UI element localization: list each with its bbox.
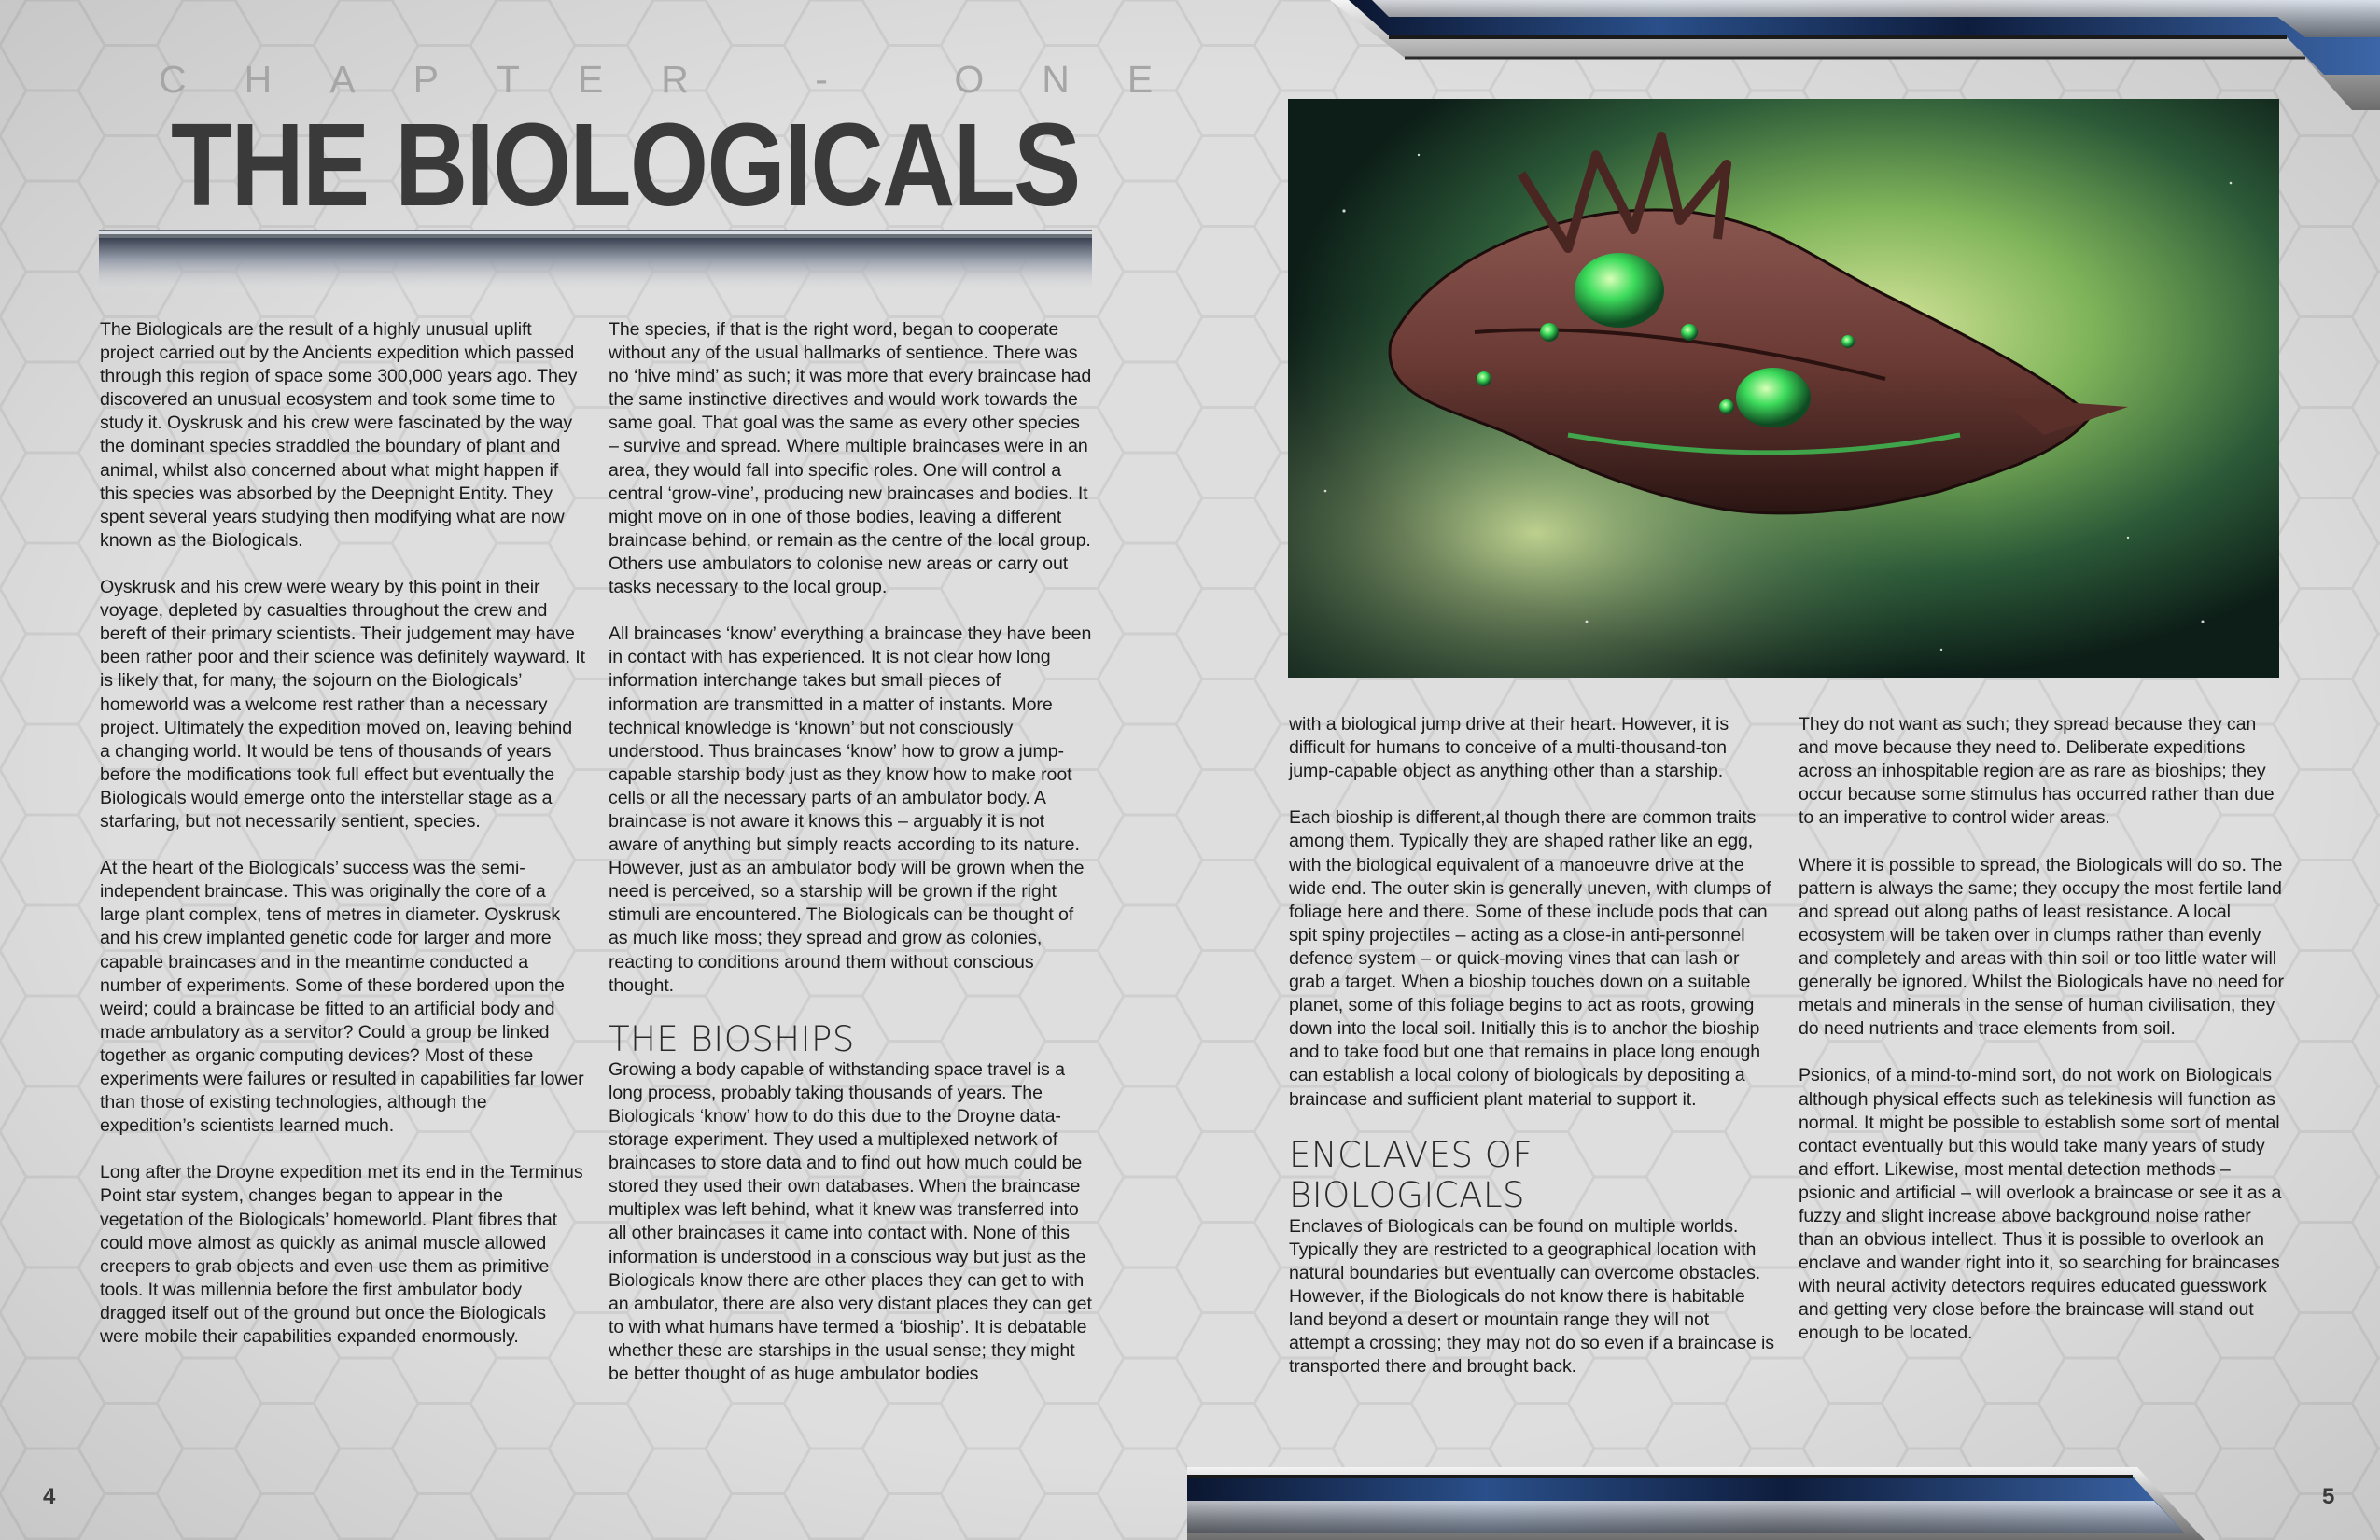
- paragraph: At the heart of the Biologicals’ success was the semi-independent braincase. This was originally the core of a large plant complex, tens of metres in diameter. Oyskrusk and his crew implanted genetic code for larger and more capable braincases and in the meantime conducted a number of experiments. Some of these bordered upon the weird; could a braincase be fitted to an artificial body and made ambulatory as a servitor? Could a group be linked together as organic computing devices? Most of these experiments were failures or resulted in capabilities far lower than those of existing technologies, although the expedition’s scientists learned much.: [100, 858, 584, 1137]
- page-number-left: 4: [43, 1484, 56, 1509]
- text-column-4: [1799, 713, 2284, 1346]
- paragraph: The Biologicals are the result of a highly unusual uplift project carried out by the Ancients expedition which passed through this region of space some 300,000 years ago. They discovered an unusual ecosystem and took some time to study it. Oyskrusk and his crew were fascinated by the way the dominant species straddled the boundary of plant and animal, whilst also concerned about what might happen if this species was absorbed by the Deepnight Entity. They spent several years studying then modifying what are now known as the Biologicals.: [100, 319, 578, 551]
- paragraph: Each bioship is different,al though there are common traits among them. Typically they are shaped rather like an egg, with the biological equivalent of a manoeuvre drive at the wide end. The outer skin is generally uneven, with clumps of foliage here and there. Some of these include pods that can spit spiny projectiles – acting as a close-in anti-personnel defence system – or quick-moving vines that can lash or grab a target. When a bioship touches down on a suitable planet, some of this foliage begins to act as roots, growing down into the local soil. Initially this is to anchor the bioship and to take food but one that remains in place long enough can establish a local colony of biologicals by depositing a braincase and sufficient plant material to support it.: [1289, 807, 1771, 1110]
- paragraph: Oyskrusk and his crew were weary by this point in their voyage, depleted by casualties throughout the crew and bereft of their primary scientists. Their judgement may have been rather poor and their science was definitely wayward. It is likely that, for many, the sojourn on the Biologicals’ homeworld was a welcome rest rather than a necessary project. Ultimately the expedition moved on, leaving behind a changing world. It would be tens of thousands of years before the modifications took full effect but eventually the Biologicals would emerge onto the interstellar stage as a starfaring, but not necessarily sentient, species.: [100, 577, 585, 832]
- text-column-3: [1289, 713, 1774, 1379]
- paragraph: Enclaves of Biologicals can be found on multiple worlds. Typically they are restricted to a geographical location with natural boundaries but eventually can overcome obstacles. However, if the Biologicals do not know there is habitable land beyond a desert or mountain range they will not attempt a crossing; they may not do so even if a braincase is transported there and brought back.: [1289, 1215, 1774, 1378]
- paragraph: The species, if that is the right word, began to cooperate without any of the usual hallmarks of sentience. There was no ‘hive mind’ as such; it was more that every braincase had the same instinctive directives and would work towards the same goal. That goal was the same as every other species – survive and spread. Where multiple braincases were in an area, they would fall into specific roles. One will control a central ‘grow-vine’, producing new braincases and bodies. It might move on in one of those bodies, leaving a different braincase behind, or remain as the centre of the local group. Others use ambulators to colonise new areas or carry out tasks necessary to the local group.: [609, 319, 1092, 598]
- paragraph: Long after the Droyne expedition met its end in the Terminus Point star system, changes began to appear in the vegetation of the Biologicals’ homeworld. Plant fibres that could move almost as quickly as animal muscle allowed creepers to grab objects and even use them as primitive tools. It was millennia before the first ambulator body dragged itself out of the ground but once the Biologicals were mobile their capabilities expanded enormously.: [100, 1162, 583, 1348]
- paragraph: They do not want as such; they spread because they can and move because they need to. Deliberate expeditions across an inhospitable region are as rare as bioships; they occur because some stimulus has occurred rather than due to an imperative to control wider areas.: [1799, 714, 2275, 829]
- page-number-right: 5: [2322, 1484, 2335, 1509]
- page-title: THE BIOLOGICALS: [171, 99, 1080, 231]
- paragraph: Where it is possible to spread, the Biologicals will do so. The pattern is always the same; they occupy the most fertile land and spread out along paths of least resistance. A local ecosystem will be taken over in clumps rather than evenly and completely and areas with thin soil or too little water will generally be ignored. Whilst the Biologicals have no need for metals and minerals in the sense of human civilisation, they do need nutrients and trace elements from soil.: [1799, 854, 2284, 1040]
- section-title-enclaves: ENCLAVES OF BIOLOGICALS: [1289, 1134, 1533, 1215]
- title-rule: [99, 230, 1092, 294]
- paragraph: All braincases ‘know’ everything a braincase they have been in contact with has experienced. It is not clear how long information interchange takes but small pieces of information are transmitted in a matter of instants. More technical knowledge is ‘known’ but not consciously understood. Thus braincases ‘know’ how to grow a jump-capable starship body just as they know how to make root cells or all the necessary parts of an ambulator body. A braincase is not aware it knows this – arguably it is not aware of anything but simply reacts according to its nature. However, just as an ambulator body will be grown when the need is perceived, so a starship will be grown if the right stimuli are encountered. The Biologicals can be thought of as much like moss; they spread and grow as colonies, reacting to conditions around them without conscious thought.: [609, 623, 1092, 996]
- bioship-illustration: [1288, 99, 2279, 678]
- paragraph: Psionics, of a mind-to-mind sort, do not work on Biologicals although physical effects such as telekinesis will function as normal. It might be possible to establish some sort of mental contact eventually but this would take many years of study and effort. Likewise, most mental detection methods – psionic and artificial – will overlook a braincase or see it as a fuzzy and slight increase above background noise rather than an obvious intellect. Thus it is possible to overlook an enclave and wander right into it, so searching for braincases with neural activity detectors requires educated guesswork and getting very close before the braincase will stand out enough to be located.: [1799, 1065, 2282, 1344]
- paragraph: with a biological jump drive at their heart. However, it is difficult for humans to conceive of a multi-thousand-ton jump-capable object as anything other than a starship.: [1289, 714, 1729, 782]
- bottom-metal-frame: [1187, 1467, 2205, 1540]
- section-title-bioships: THE BIOSHIPS: [609, 1018, 855, 1059]
- text-column-1: [100, 318, 585, 1349]
- chapter-label: CHAPTER - ONE: [159, 58, 1211, 101]
- text-column-2: [609, 318, 1094, 1386]
- paragraph: Growing a body capable of withstanding space travel is a long process, probably taking thousands of years. The Biologicals ‘know’ how to do this due to the Droyne data-storage experiment. They used a multiplexed network of braincases to store data and to find out how much could be stored they used their own databases. When the braincase multiplex was left behind, what it knew was transferred into all other braincases it came into contact with. None of this information is understood in a conscious way but just as the Biologicals know there are other places they can get to with an ambulator, there are also very distant places they can get to with what humans have termed a ‘bioship’. It is debatable whether these are starships in the usual sense; they might be better thought of as huge ambulator bodies: [609, 1058, 1092, 1385]
